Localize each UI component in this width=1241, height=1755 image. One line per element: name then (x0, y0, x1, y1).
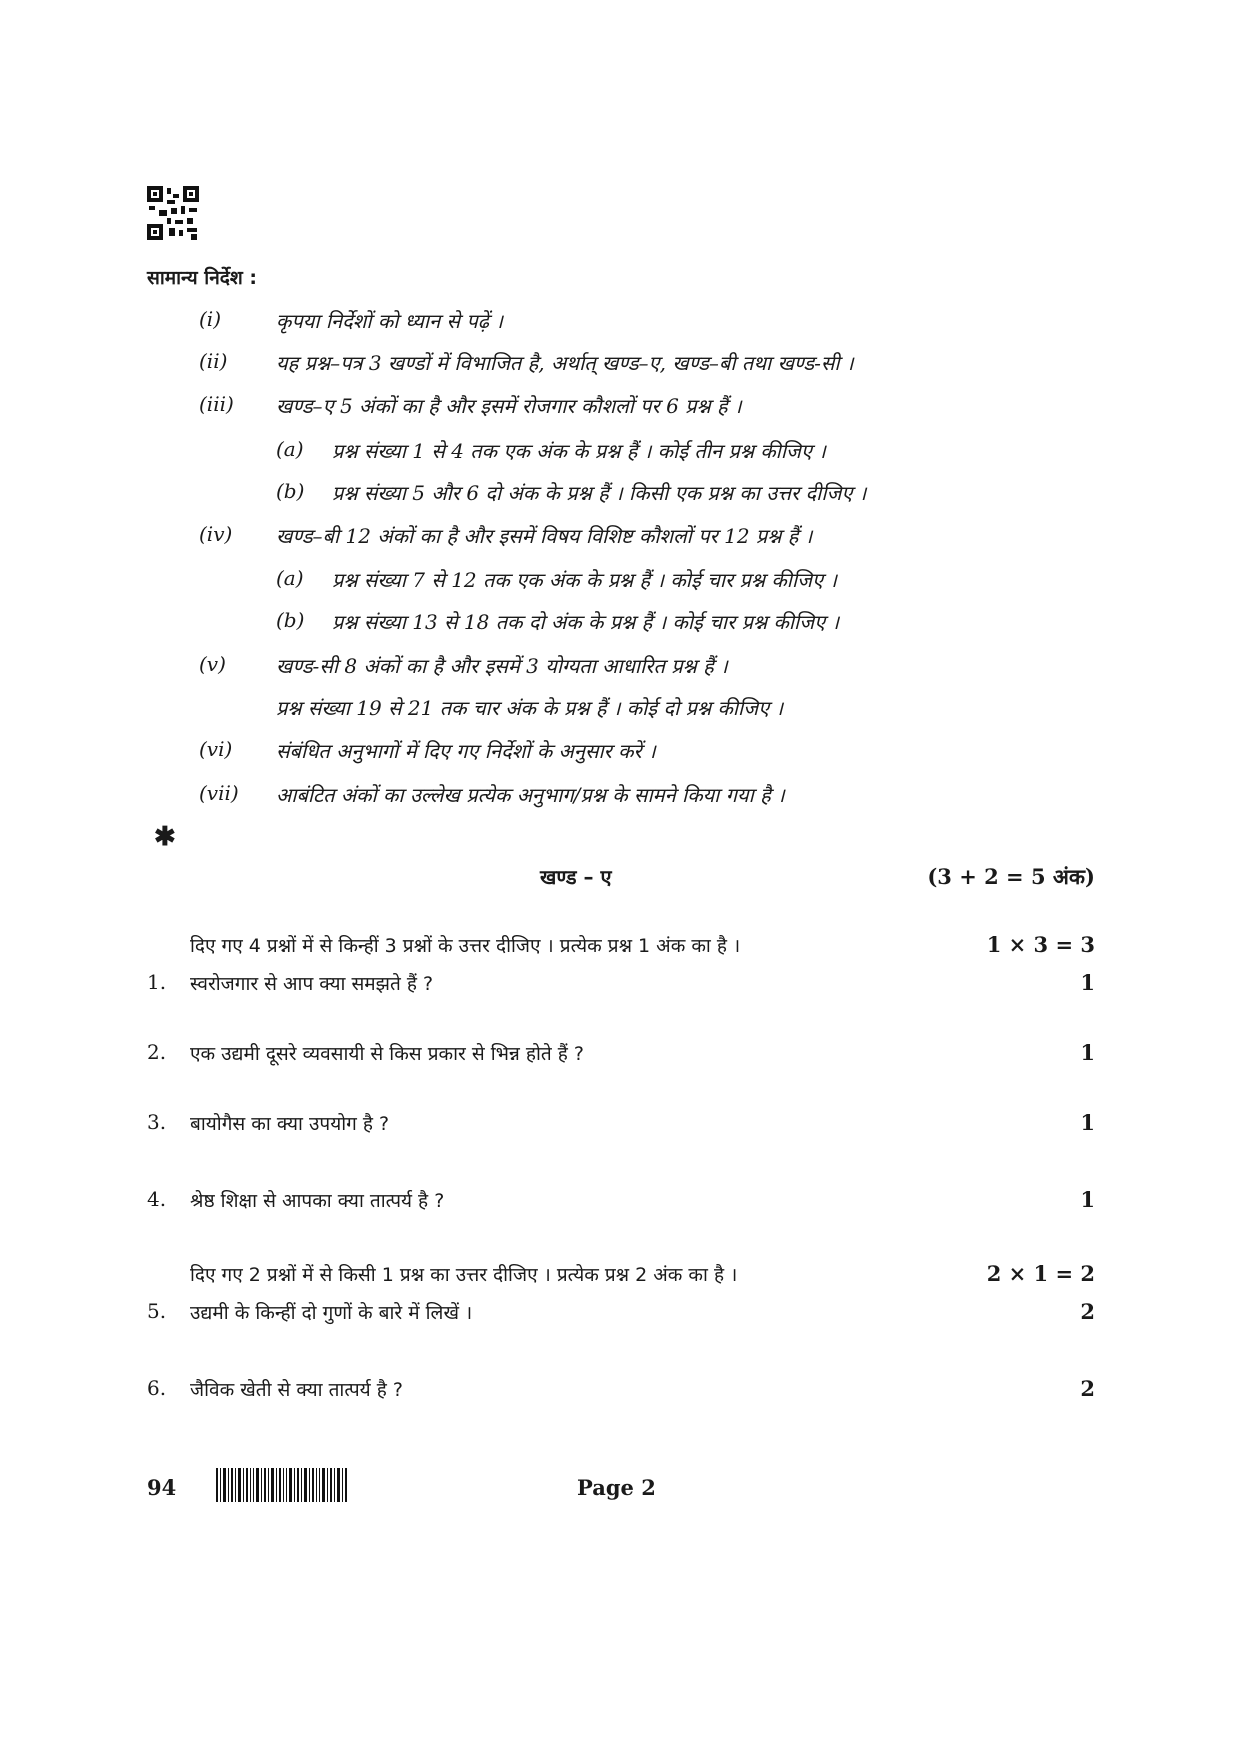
page-number: Page 2 (577, 1475, 656, 1500)
question-text: बायोगैस का क्या उपयोग है ? (190, 1113, 390, 1135)
instruction-text: खण्ड–ए 5 अंकों का है और इसमें रोजगार कौशलों पर 6 प्रश्न हैं । (276, 394, 742, 418)
question-text: स्वरोजगार से आप क्या समझते हैं ? (190, 973, 434, 995)
section-marks: (3 + 2 = 5 अंक) (927, 864, 1095, 889)
instruction-num: (vii) (199, 781, 239, 805)
instruction-text: प्रश्न संख्या 7 से 12 तक एक अंक के प्रश्न हैं । कोई चार प्रश्न कीजिए । (332, 568, 837, 592)
instruction-num: (iii) (199, 392, 234, 416)
question-marks: 1 (1080, 1187, 1095, 1212)
question-number: 2. (147, 1040, 167, 1064)
qr-code (147, 186, 199, 240)
section-title: खण्ड – ए (540, 865, 612, 889)
instruction-num: (ii) (199, 349, 228, 373)
question-marks: 1 (1080, 1040, 1095, 1065)
group-instruction: दिए गए 4 प्रश्नों में से किन्हीं 3 प्रश्नों के उत्तर दीजिए । प्रत्येक प्रश्न 1 अंक का है । (190, 935, 741, 957)
question-text: जैविक खेती से क्या तात्पर्य है ? (190, 1379, 403, 1401)
instruction-num: (iv) (199, 522, 233, 546)
instruction-text: यह प्रश्न–पत्र 3 खण्डों में विभाजित है, अर्थात् खण्ड–ए, खण्ड–बी तथा खण्ड-सी । (276, 351, 854, 375)
question-marks: 1 (1080, 1110, 1095, 1135)
instruction-text: कृपया निर्देशों को ध्यान से पढ़ें । (276, 309, 503, 333)
question-number: 1. (147, 970, 167, 994)
star-mark: ✱ (154, 822, 176, 852)
barcode (216, 1468, 348, 1502)
question-number: 4. (147, 1187, 167, 1211)
group-marks: 2 × 1 = 2 (986, 1261, 1095, 1286)
instruction-num: (v) (199, 652, 226, 676)
question-text: एक उद्यमी दूसरे व्यवसायी से किस प्रकार से भिन्न होते हैं ? (190, 1043, 584, 1065)
instruction-text: खण्ड–बी 12 अंकों का है और इसमें विषय विशिष्ट कौशलों पर 12 प्रश्न हैं । (276, 524, 813, 548)
instruction-num: (b) (276, 608, 305, 632)
instruction-text: आबंटित अंकों का उल्लेख प्रत्येक अनुभाग/प्रश्न के सामने किया गया है । (276, 783, 785, 807)
instruction-num: (b) (276, 479, 305, 503)
group-marks: 1 × 3 = 3 (986, 932, 1095, 957)
question-number: 3. (147, 1110, 167, 1134)
instruction-text: प्रश्न संख्या 13 से 18 तक दो अंक के प्रश्न हैं । कोई चार प्रश्न कीजिए । (332, 610, 840, 634)
question-marks: 2 (1080, 1376, 1095, 1401)
instruction-num: (a) (276, 437, 304, 461)
question-text: उद्यमी के किन्हीं दो गुणों के बारे में लिखें । (190, 1302, 473, 1324)
instruction-text: प्रश्न संख्या 5 और 6 दो अंक के प्रश्न हैं । किसी एक प्रश्न का उत्तर दीजिए । (332, 481, 867, 505)
instruction-num: (a) (276, 566, 304, 590)
general-instructions-heading: सामान्य निर्देश : (147, 267, 257, 289)
question-marks: 1 (1080, 970, 1095, 995)
group-instruction: दिए गए 2 प्रश्नों में से किसी 1 प्रश्न का उत्तर दीजिए । प्रत्येक प्रश्न 2 अंक का है । (190, 1264, 738, 1286)
instruction-text: प्रश्न संख्या 19 से 21 तक चार अंक के प्रश्न हैं । कोई दो प्रश्न कीजिए । (276, 696, 784, 720)
question-number: 6. (147, 1376, 167, 1400)
instruction-text: खण्ड-सी 8 अंकों का है और इसमें 3 योग्यता आधारित प्रश्न हैं । (276, 654, 728, 678)
paper-code: 94 (147, 1475, 177, 1500)
instruction-text: प्रश्न संख्या 1 से 4 तक एक अंक के प्रश्न हैं । कोई तीन प्रश्न कीजिए । (332, 439, 826, 463)
question-text: श्रेष्ठ शिक्षा से आपका क्या तात्पर्य है ? (190, 1190, 445, 1212)
question-marks: 2 (1080, 1299, 1095, 1324)
instruction-num: (vi) (199, 737, 233, 761)
instruction-text: संबंधित अनुभागों में दिए गए निर्देशों के अनुसार करें । (276, 739, 656, 763)
question-number: 5. (147, 1299, 167, 1323)
